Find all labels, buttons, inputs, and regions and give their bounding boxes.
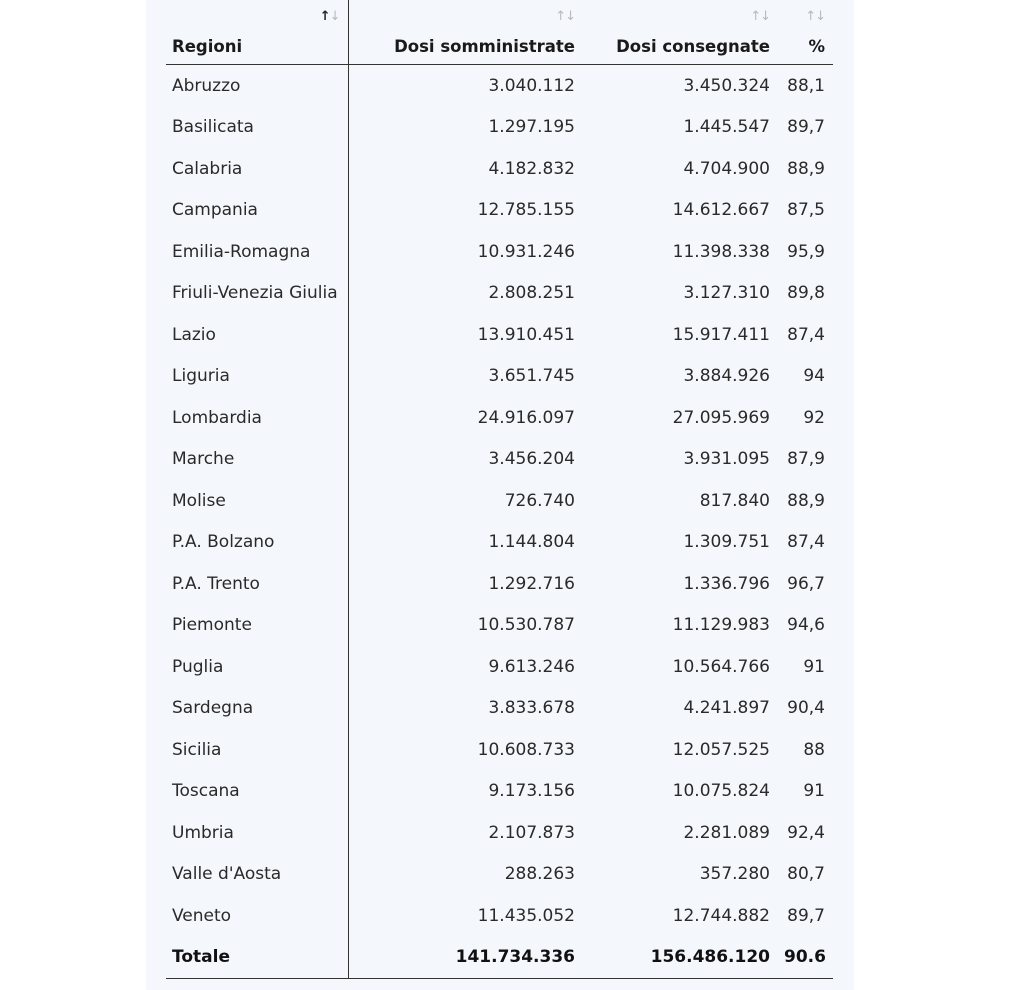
doses-administered-cell: 24.916.097 (477, 407, 575, 428)
doses-delivered-cell: 3.931.095 (683, 449, 770, 470)
region-cell: Toscana (166, 771, 348, 813)
doses-delivered-cell: 3.127.310 (683, 283, 770, 304)
region-cell: Emilia-Romagna (166, 231, 348, 273)
doses-administered-cell: 1.144.804 (488, 532, 575, 553)
region-cell: Totale (166, 937, 348, 979)
region-cell: P.A. Bolzano (166, 522, 348, 564)
percent-cell: 87,9 (787, 449, 825, 470)
percent-cell: 88,9 (787, 158, 825, 179)
doses-delivered-cell: 4.241.897 (683, 698, 770, 719)
region-cell: Liguria (166, 356, 348, 398)
table-panel (146, 0, 854, 990)
doses-delivered-cell: 15.917.411 (672, 324, 770, 345)
header-percent[interactable] (778, 0, 833, 65)
doses-delivered-cell: 357.280 (699, 864, 770, 885)
table-row (166, 107, 833, 149)
table-row (166, 563, 833, 605)
percent-cell: 92,4 (787, 822, 825, 843)
doses-delivered-cell: 4.704.900 (683, 158, 770, 179)
table-row (166, 646, 833, 688)
doses-delivered-cell: 1.445.547 (683, 117, 770, 138)
doses-delivered-cell: 14.612.667 (672, 200, 770, 221)
percent-cell: 90,4 (787, 698, 825, 719)
header-dosi-somministrate[interactable] (348, 0, 583, 65)
doses-administered-cell: 9.613.246 (488, 656, 575, 677)
doses-administered-cell: 2.808.251 (488, 283, 575, 304)
percent-cell: 89,7 (787, 905, 825, 926)
doses-delivered-cell: 1.336.796 (683, 573, 770, 594)
table-row (166, 480, 833, 522)
header-dosi-consegnate[interactable] (583, 0, 778, 65)
table-row (166, 522, 833, 564)
doses-delivered-cell: 3.450.324 (683, 75, 770, 96)
table-row (166, 688, 833, 730)
region-cell: Umbria (166, 812, 348, 854)
doses-delivered-cell: 817.840 (699, 490, 770, 511)
region-cell: Sardegna (166, 688, 348, 730)
table-row (166, 854, 833, 896)
table-row (166, 65, 833, 107)
sort-icon[interactable]: ↑↓ (805, 9, 825, 24)
table-row (166, 314, 833, 356)
percent-cell: 96,7 (787, 573, 825, 594)
table-row (166, 812, 833, 854)
table-row (166, 148, 833, 190)
doses-delivered-cell: 27.095.969 (672, 407, 770, 428)
doses-delivered-cell: 12.744.882 (672, 905, 770, 926)
percent-cell: 89,7 (787, 117, 825, 138)
doses-administered-cell: 10.530.787 (477, 615, 575, 636)
percent-cell: 87,4 (787, 532, 825, 553)
doses-administered-cell: 141.734.336 (348, 937, 583, 979)
header-regioni[interactable] (166, 0, 348, 65)
sort-icon[interactable]: ↑↓ (555, 9, 575, 24)
percent-cell: 90.6 (778, 937, 833, 979)
table-row (166, 439, 833, 481)
region-cell: Calabria (166, 148, 348, 190)
doses-administered-cell: 10.931.246 (477, 241, 575, 262)
table-row (166, 231, 833, 273)
region-cell: Lazio (166, 314, 348, 356)
percent-cell: 92 (803, 407, 825, 428)
doses-administered-cell: 1.292.716 (488, 573, 575, 594)
percent-cell: 87,5 (787, 200, 825, 221)
table-row (166, 729, 833, 771)
table-row (166, 397, 833, 439)
header-row (166, 0, 833, 65)
percent-cell: 89,8 (787, 283, 825, 304)
percent-cell: 80,7 (787, 864, 825, 885)
doses-administered-cell: 12.785.155 (477, 200, 575, 221)
doses-delivered-cell: 10.075.824 (672, 781, 770, 802)
doses-administered-cell: 288.263 (504, 864, 575, 885)
doses-administered-cell: 3.833.678 (488, 698, 575, 719)
doses-administered-cell: 9.173.156 (488, 781, 575, 802)
table-row (166, 356, 833, 398)
region-cell: Friuli-Venezia Giulia (166, 273, 348, 315)
percent-cell: 88 (803, 739, 825, 760)
percent-cell: 88,9 (787, 490, 825, 511)
doses-delivered-cell: 2.281.089 (683, 822, 770, 843)
table-row (166, 895, 833, 937)
doses-administered-cell: 3.651.745 (488, 366, 575, 387)
doses-delivered-cell: 10.564.766 (672, 656, 770, 677)
region-cell: P.A. Trento (166, 563, 348, 605)
header-label: Dosi consegnate (616, 37, 770, 56)
doses-delivered-cell: 1.309.751 (683, 532, 770, 553)
doses-administered-cell: 726.740 (504, 490, 575, 511)
region-cell: Lombardia (166, 397, 348, 439)
header-label: Regioni (172, 37, 243, 56)
vaccine-doses-table (166, 0, 833, 979)
total-row (166, 937, 833, 979)
region-cell: Basilicata (166, 107, 348, 149)
table-row (166, 273, 833, 315)
doses-administered-cell: 4.182.832 (488, 158, 575, 179)
region-cell: Veneto (166, 895, 348, 937)
region-cell: Abruzzo (166, 65, 348, 107)
percent-cell: 91 (803, 656, 825, 677)
sort-icon[interactable]: ↑↓ (750, 9, 770, 24)
region-cell: Campania (166, 190, 348, 232)
percent-cell: 91 (803, 781, 825, 802)
doses-administered-cell: 10.608.733 (477, 739, 575, 760)
percent-cell: 94,6 (787, 615, 825, 636)
region-cell: Valle d'Aosta (166, 854, 348, 896)
sort-icon[interactable]: ↑↓ (319, 9, 340, 24)
doses-delivered-cell: 3.884.926 (683, 366, 770, 387)
doses-delivered-cell: 11.129.983 (672, 615, 770, 636)
region-cell: Sicilia (166, 729, 348, 771)
percent-cell: 94 (803, 366, 825, 387)
table-row (166, 605, 833, 647)
doses-administered-cell: 1.297.195 (488, 117, 575, 138)
percent-cell: 95,9 (787, 241, 825, 262)
table-row (166, 190, 833, 232)
doses-administered-cell: 3.040.112 (488, 75, 575, 96)
doses-administered-cell: 11.435.052 (477, 905, 575, 926)
region-cell: Puglia (166, 646, 348, 688)
percent-cell: 88,1 (787, 75, 825, 96)
doses-administered-cell: 2.107.873 (488, 822, 575, 843)
region-cell: Molise (166, 480, 348, 522)
table-row (166, 771, 833, 813)
doses-delivered-cell: 11.398.338 (672, 241, 770, 262)
doses-administered-cell: 3.456.204 (488, 449, 575, 470)
header-label: % (808, 37, 825, 56)
percent-cell: 87,4 (787, 324, 825, 345)
header-label: Dosi somministrate (394, 37, 575, 56)
doses-delivered-cell: 156.486.120 (583, 937, 778, 979)
region-cell: Marche (166, 439, 348, 481)
doses-delivered-cell: 12.057.525 (672, 739, 770, 760)
region-cell: Piemonte (166, 605, 348, 647)
doses-administered-cell: 13.910.451 (477, 324, 575, 345)
